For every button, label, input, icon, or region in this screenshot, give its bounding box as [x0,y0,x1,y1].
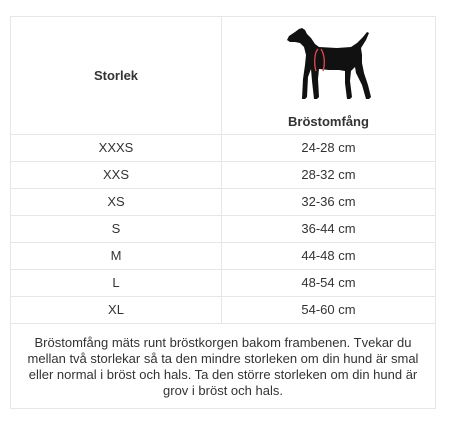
chest-cell: 48-54 cm [222,270,436,297]
chest-cell: 54-60 cm [222,297,436,324]
table-row [11,297,436,324]
size-cell: XXS [11,162,222,189]
chest-label: Bröstomfång [288,114,369,129]
table-row [11,243,436,270]
size-cell: S [11,216,222,243]
table-row [11,189,436,216]
size-cell: M [11,243,222,270]
chest-column-header [222,17,436,135]
dog-silhouette-icon [285,25,373,105]
chest-cell: 36-44 cm [222,216,436,243]
size-chart-table [10,16,436,409]
size-cell: L [11,270,222,297]
table-row [11,270,436,297]
chest-cell: 32-36 cm [222,189,436,216]
note-row [11,324,436,409]
chest-cell: 24-28 cm [222,135,436,162]
size-cell: XL [11,297,222,324]
table-row [11,216,436,243]
size-column-header: Storlek [11,17,222,135]
chest-cell: 44-48 cm [222,243,436,270]
measurement-note: Bröstomfång mäts runt bröstkorgen bakom frambenen. Tvekar du mellan två storlekar så ta den mindre storleken om din hund är smal eller normal i bröst och hals. Ta den större storleken om din hund är grov i bröst och hals. [11,324,436,409]
size-cell: XXXS [11,135,222,162]
table-header-row [11,17,436,135]
table-row [11,162,436,189]
table-row [11,135,436,162]
size-cell: XS [11,189,222,216]
chest-cell: 28-32 cm [222,162,436,189]
